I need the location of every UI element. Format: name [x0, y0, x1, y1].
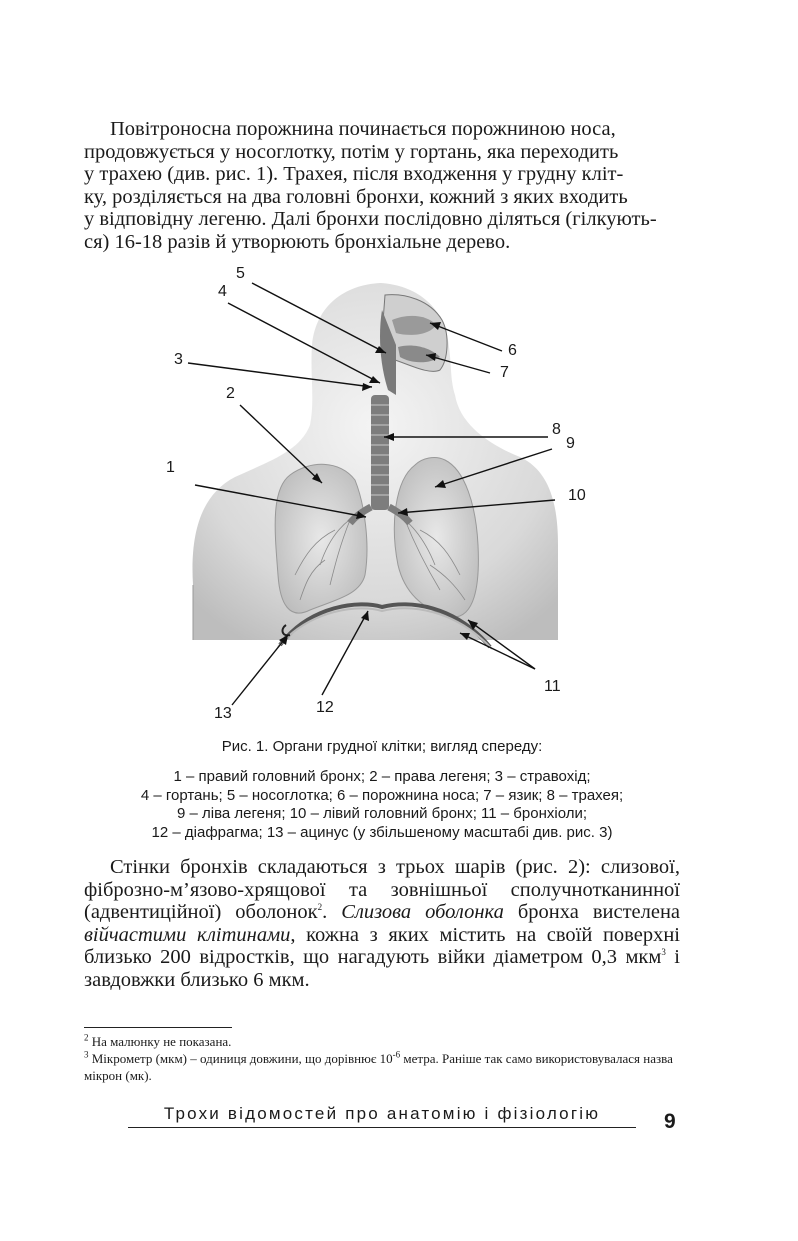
figure-label-4: 4 — [218, 283, 227, 300]
caption-line: 4 – гортань; 5 – носоглотка; 6 – порожнина носа; 7 – язик; 8 – трахея; — [140, 786, 624, 804]
paragraph-line: ся) 16-18 разів й утворюють бронхіальне дерево. — [84, 230, 511, 253]
figure-label-2: 2 — [226, 385, 235, 402]
text-run: бронха вистелена — [503, 901, 681, 924]
anatomy-illustration — [160, 265, 600, 725]
running-footer-title: Трохи відомостей про анатомію і фізіологію — [163, 1104, 601, 1123]
figure-caption-legend — [84, 768, 680, 842]
paragraph-line: у трахею (див. рис. 1). Трахея, після входження у грудну кліт- — [84, 163, 624, 186]
figure-caption-title: Рис. 1. Органи грудної клітки; вигляд спереду: — [221, 738, 543, 755]
text-run: і завдовжки близько 6 мкм. — [84, 946, 680, 991]
footnote-separator — [84, 1027, 232, 1028]
footnote-mark: 2 — [84, 1032, 89, 1043]
footnote-ref[interactable]: 2 — [317, 902, 323, 913]
footnote-text: метра. Раніше так само використовувалася назва мікрон (мк). — [84, 1051, 673, 1083]
caption-line: 12 – діафрагма; 13 – ацинус (у збільшеному масштабі див. рис. 3) — [151, 823, 613, 841]
footnote-text: Мікрометр (мкм) – одиниця довжини, що дорівнює 10 — [91, 1051, 393, 1066]
footnote-mark: 3 — [84, 1049, 89, 1060]
figure-label-3: 3 — [174, 351, 183, 368]
text-run: Стінки бронхів складаються з трьох шарів (рис. 2): слизової, фіброзно-м’язово-хрящової та зовнішньої сполучнотканинної (адвентиційної) оболонок — [84, 856, 680, 924]
footer-rule — [128, 1127, 636, 1128]
figure-label-10: 10 — [568, 487, 586, 504]
figure-label-9: 9 — [566, 435, 575, 452]
text-run: . — [322, 901, 342, 924]
figure-label-7: 7 — [500, 364, 509, 381]
figure-label-11: 11 — [544, 678, 561, 695]
footnotes — [84, 1033, 684, 1084]
paragraph-line: ку, розділяється на два головні бронхи, кожний з яких входить — [84, 185, 628, 208]
footnote-ref[interactable]: 3 — [661, 947, 666, 958]
exponent: -6 — [392, 1049, 401, 1060]
trachea-shape — [371, 395, 389, 510]
figure-label-1: 1 — [166, 459, 175, 476]
caption-line: 9 – ліва легеня; 10 – лівий головний бронх; 11 – бронхіоли; — [176, 805, 588, 822]
italic-term: війчастими клітинами — [84, 923, 291, 946]
paragraph-line: Повітроносна порожнина починається порожниною носа, — [110, 118, 616, 140]
text-run: , кожна з яких містить на своїй поверхні близько 200 відростків, що нагадують війки діаметром 0,3 мкм — [84, 923, 680, 969]
italic-term: Слизова оболонка — [341, 901, 504, 924]
page-number: 9 — [664, 1110, 676, 1133]
figure-label-12: 12 — [316, 699, 334, 716]
figure-label-5: 5 — [236, 265, 245, 282]
bronchi-wall-paragraph — [84, 856, 680, 992]
figure-label-13: 13 — [214, 705, 232, 722]
footnote-text: На малюнку не показана. — [91, 1034, 232, 1049]
caption-line: 1 – правий головний бронх; 2 – права легеня; 3 – стравохід; — [173, 768, 591, 785]
footnote-item — [84, 1050, 684, 1084]
figure-label-8: 8 — [552, 421, 561, 438]
paragraph-line: у відповідну легеню. Далі бронхи послідовно діляться (гілкують- — [84, 208, 657, 231]
paragraph-line: продовжується у носоглотку, потім у гортань, яка переходить — [84, 140, 619, 163]
intro-paragraph — [84, 118, 680, 254]
chest-organs-figure — [160, 265, 600, 725]
footnote-item — [84, 1033, 684, 1050]
figure-label-6: 6 — [508, 342, 517, 359]
